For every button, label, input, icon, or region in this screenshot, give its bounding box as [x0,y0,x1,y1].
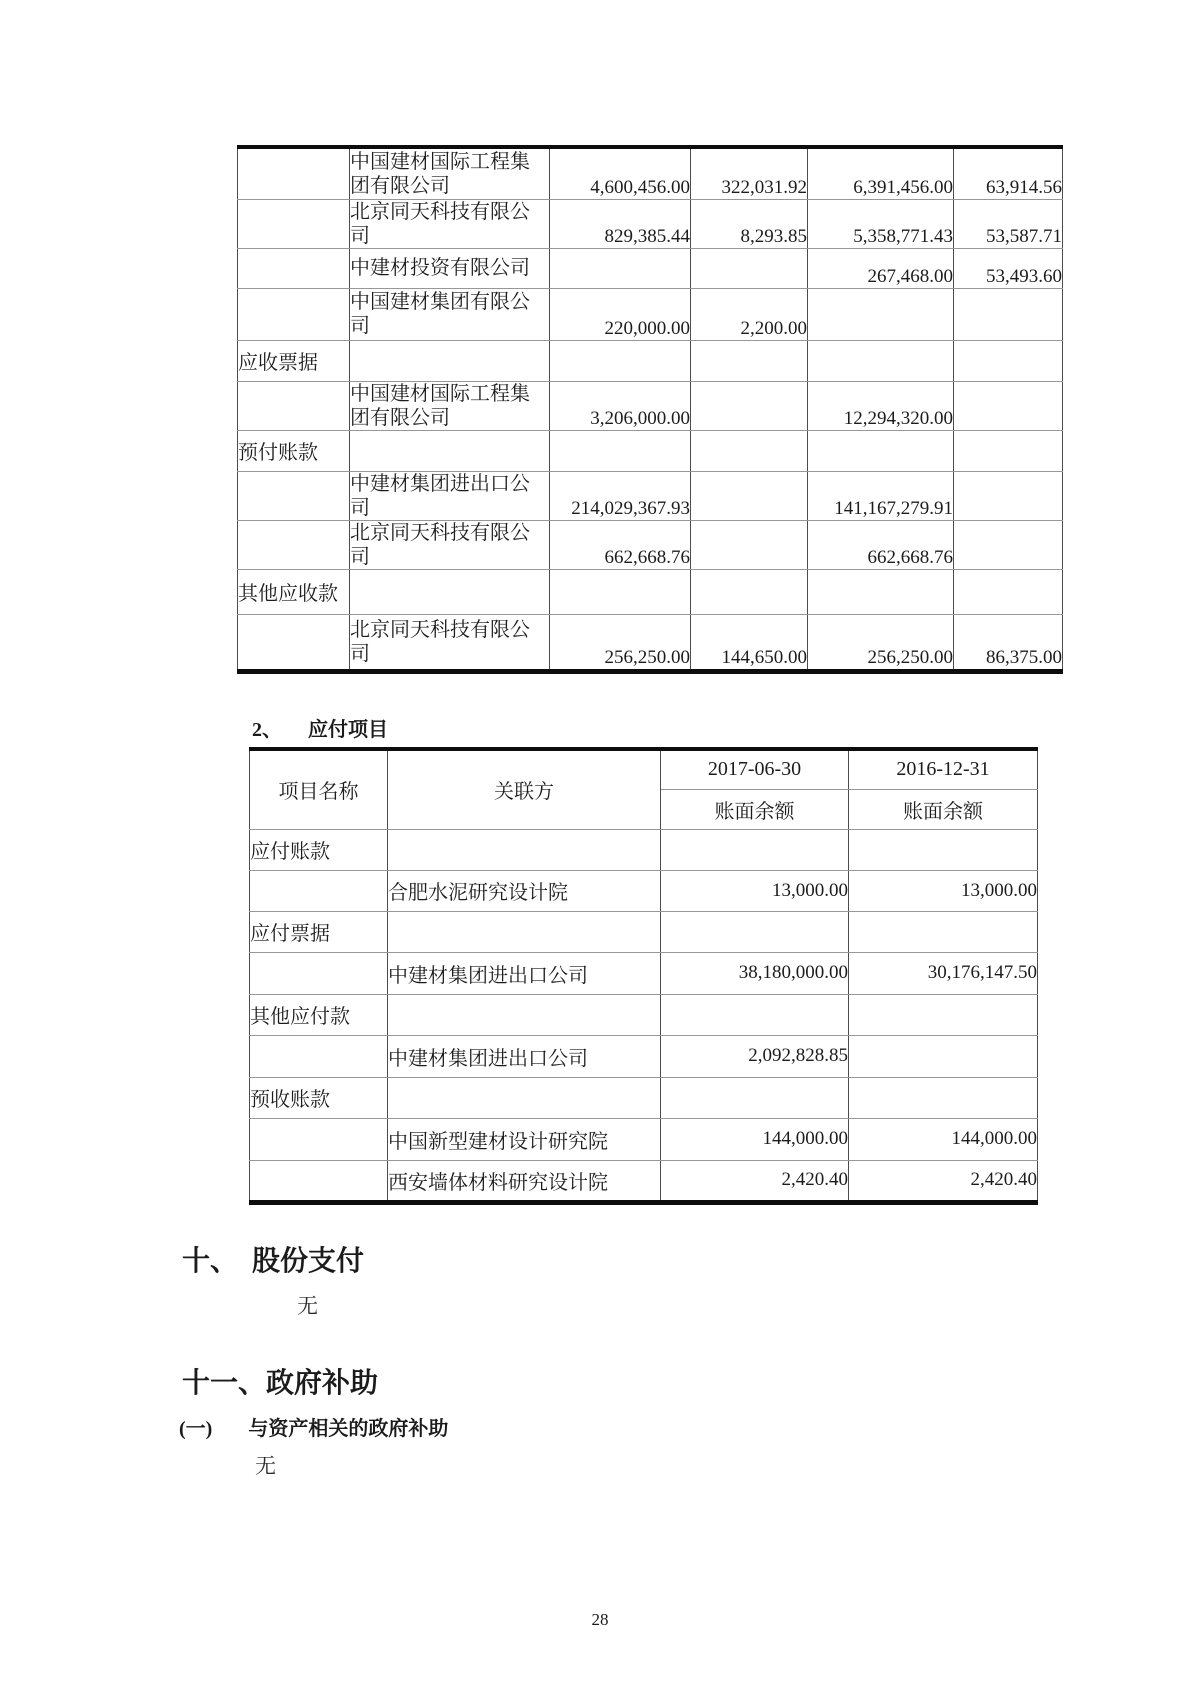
header-balance-2017: 账面余额 [661,789,849,829]
amount-cell: 53,493.60 [954,248,1063,288]
payables-table-body [250,829,1038,1202]
table-row [238,147,1063,199]
amount-cell [691,248,808,288]
section-11-heading [182,1368,378,1400]
amount-cell [691,520,808,569]
category-cell [238,288,350,340]
amount-cell [954,340,1063,381]
related-party-cell: 中建材集团进出口公司 [350,471,550,520]
amount-cell [550,430,691,471]
amount-cell: 6,391,456.00 [808,147,954,199]
amount-cell [849,1035,1038,1077]
category-cell: 应付账款 [250,829,388,870]
amount-cell: 662,668.76 [808,520,954,569]
receivables-table [237,145,1063,674]
related-party-cell [388,1077,661,1118]
table-row [238,614,1063,671]
page-number: 28 [591,1610,609,1629]
category-cell: 应付票据 [250,911,388,952]
table-row [238,569,1063,614]
amount-cell [550,340,691,381]
category-cell: 预收账款 [250,1077,388,1118]
category-cell [238,614,350,671]
related-party-cell [350,569,550,614]
amount-cell [691,340,808,381]
table-row [238,288,1063,340]
amount-cell [954,381,1063,430]
header-date-2016-12-31: 2016-12-31 [849,749,1038,789]
table-row [238,199,1063,248]
amount-cell [954,569,1063,614]
amount-cell [661,1077,849,1118]
category-cell [238,471,350,520]
amount-cell: 144,000.00 [661,1118,849,1160]
receivables-table-body [238,147,1063,671]
related-party-cell: 中建材集团进出口公司 [388,1035,661,1077]
section-2-heading [252,717,388,743]
amount-cell: 5,358,771.43 [808,199,954,248]
payables-table-header [250,749,1038,829]
category-cell [238,248,350,288]
related-party-cell: 中建材投资有限公司 [350,248,550,288]
amount-cell: 38,180,000.00 [661,952,849,994]
amount-cell: 4,600,456.00 [550,147,691,199]
section-11-1-number: (一) [179,1418,213,1440]
section-2-number: 2、 [252,719,282,741]
amount-cell: 86,375.00 [954,614,1063,671]
amount-cell [691,381,808,430]
amount-cell [849,829,1038,870]
header-related-party: 关联方 [388,749,661,829]
category-cell [250,1035,388,1077]
amount-cell [808,569,954,614]
amount-cell: 141,167,279.91 [808,471,954,520]
amount-cell: 267,468.00 [808,248,954,288]
amount-cell [550,248,691,288]
amount-cell [691,569,808,614]
category-cell [238,381,350,430]
category-cell [250,1160,388,1202]
related-party-cell [350,430,550,471]
related-party-cell [350,340,550,381]
amount-cell: 144,650.00 [691,614,808,671]
amount-cell: 144,000.00 [849,1118,1038,1160]
table-row [238,520,1063,569]
amount-cell: 662,668.76 [550,520,691,569]
category-cell [238,199,350,248]
amount-cell [849,994,1038,1035]
related-party-cell: 北京同天科技有限公司 [350,199,550,248]
amount-cell: 829,385.44 [550,199,691,248]
related-party-cell: 北京同天科技有限公司 [350,614,550,671]
category-cell: 预付账款 [238,430,350,471]
table-row [238,471,1063,520]
related-party-cell [388,911,661,952]
amount-cell [954,520,1063,569]
amount-cell [661,911,849,952]
amount-cell: 2,420.40 [661,1160,849,1202]
related-party-cell: 合肥水泥研究设计院 [388,870,661,911]
amount-cell: 63,914.56 [954,147,1063,199]
category-cell: 其他应收款 [238,569,350,614]
table-row [250,1077,1038,1118]
amount-cell: 8,293.85 [691,199,808,248]
amount-cell [691,471,808,520]
section-10-title: 股份支付 [252,1246,365,1277]
category-cell [238,147,350,199]
related-party-cell: 中国建材国际工程集团有限公司 [350,147,550,199]
section-10-heading [182,1246,364,1278]
category-cell [250,1118,388,1160]
amount-cell [849,911,1038,952]
header-balance-2016: 账面余额 [849,789,1038,829]
amount-cell: 256,250.00 [550,614,691,671]
section-2-title: 应付项目 [308,719,388,741]
section-11-number: 十一、 [182,1368,267,1399]
table-row [238,248,1063,288]
amount-cell [661,994,849,1035]
table-row [250,994,1038,1035]
table-row [238,430,1063,471]
table-row [250,870,1038,911]
table-row [238,381,1063,430]
table-row [250,1035,1038,1077]
amount-cell [661,829,849,870]
related-party-cell [388,994,661,1035]
table-row [250,1118,1038,1160]
related-party-cell: 中国建材国际工程集团有限公司 [350,381,550,430]
amount-cell: 256,250.00 [808,614,954,671]
amount-cell [954,430,1063,471]
amount-cell [550,569,691,614]
related-party-cell: 西安墙体材料研究设计院 [388,1160,661,1202]
section-10-number: 十、 [182,1246,239,1277]
amount-cell: 3,206,000.00 [550,381,691,430]
table-row [250,829,1038,870]
amount-cell [808,340,954,381]
amount-cell: 53,587.71 [954,199,1063,248]
section-11-1-heading [179,1416,448,1442]
related-party-cell: 中国建材集团有限公司 [350,288,550,340]
section-10-body: 无 [297,1294,318,1318]
amount-cell: 2,420.40 [849,1160,1038,1202]
table-row [238,340,1063,381]
amount-cell: 13,000.00 [849,870,1038,911]
section-11-1-body: 无 [255,1454,276,1478]
amount-cell: 13,000.00 [661,870,849,911]
header-item-name: 项目名称 [250,749,388,829]
category-cell [250,870,388,911]
amount-cell [808,288,954,340]
header-row-dates [250,749,1038,789]
related-party-cell: 北京同天科技有限公司 [350,520,550,569]
amount-cell: 322,031.92 [691,147,808,199]
table-row [250,952,1038,994]
amount-cell: 214,029,367.93 [550,471,691,520]
amount-cell [849,1077,1038,1118]
amount-cell: 30,176,147.50 [849,952,1038,994]
payables-table [249,747,1038,1205]
amount-cell [954,288,1063,340]
amount-cell: 2,092,828.85 [661,1035,849,1077]
section-11-title: 政府补助 [266,1368,379,1399]
header-date-2017-06-30: 2017-06-30 [661,749,849,789]
amount-cell [808,430,954,471]
related-party-cell: 中建材集团进出口公司 [388,952,661,994]
section-11-1-title: 与资产相关的政府补助 [248,1418,449,1440]
category-cell: 其他应付款 [250,994,388,1035]
category-cell [250,952,388,994]
amount-cell [954,471,1063,520]
amount-cell: 2,200.00 [691,288,808,340]
amount-cell [691,430,808,471]
related-party-cell: 中国新型建材设计研究院 [388,1118,661,1160]
amount-cell: 12,294,320.00 [808,381,954,430]
amount-cell: 220,000.00 [550,288,691,340]
table-row [250,1160,1038,1202]
related-party-cell [388,829,661,870]
table-row [250,911,1038,952]
category-cell: 应收票据 [238,340,350,381]
category-cell [238,520,350,569]
